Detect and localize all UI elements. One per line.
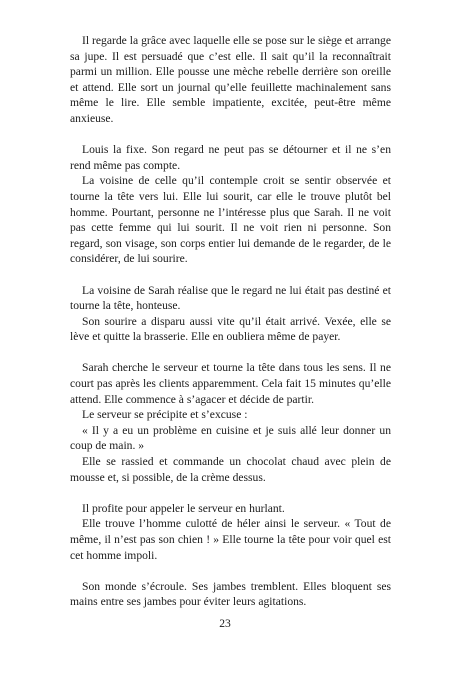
paragraph: Louis la fixe. Son regard ne peut pas se détourner et il ne s’en rend même pas compte. <box>70 143 391 172</box>
paragraph: Il profite pour appeler le serveur en hurlant. <box>82 501 285 515</box>
paragraph: Son monde s’écroule. Ses jambes tremblent. Elles bloquent ses mains entre ses jambes pour éviter leurs agitations. <box>70 579 391 609</box>
paragraph: La voisine de Sarah réalise que le regard ne lui était pas destiné et tourne la tête, honteuse. <box>70 283 391 313</box>
page-number: 23 <box>219 617 231 630</box>
paragraph: Le serveur se précipite et s’excuse : <box>82 408 248 422</box>
paragraph: Elle se rassied et commande un chocolat chaud avec plein de mousse et, si possible, de la crème dessus. <box>70 455 391 484</box>
body-text <box>70 33 391 610</box>
paragraph: Sarah cherche le serveur et tourne la tête dans tous les sens. Il ne court pas après les clients apparemment. Cela fait 15 minutes qu’elle attend. Elle commence à s’agacer et décide de partir. <box>70 361 391 406</box>
paragraph: Il regarde la grâce avec laquelle elle se pose sur le siège et arrange sa jupe. Il est persuadé que c’est elle. Il sait qu’il la reconnaîtrait parmi un million. Elle pousse une mèche rebelle derrière son oreille et attend. Elle sort un journal qu’elle feuillette machinalement sans même le lire. Elle semble impatiente, excitée, peut-être même anxieuse. <box>70 34 391 125</box>
paragraph: Son sourire a disparu aussi vite qu’il était arrivé. Vexée, elle se lève et quitte la brasserie. Elle en oubliera même de payer. <box>70 314 391 344</box>
paragraph: Elle trouve l’homme culotté de héler ainsi le serveur. « Tout de même, il n’est pas son chien ! » Elle tourne la tête pour voir quel est cet homme impoli. <box>70 517 391 562</box>
paragraph: La voisine de celle qu’il contemple croit se sentir observée et tourne la tête vers lui. Elle lui sourit, car elle le trouve plutôt bel homme. Pourtant, personne ne l’intéresse plus que Sarah. Il ne voit pas cette femme qui lui sourit. Il ne voit rien ni personne. Son regard, son visage, son corps entier lui demande de le regarder, de le considérer, de lui sourire. <box>70 174 391 266</box>
paragraph: « Il y a eu un problème en cuisine et je suis allé leur donner un coup de main. » <box>70 423 391 453</box>
